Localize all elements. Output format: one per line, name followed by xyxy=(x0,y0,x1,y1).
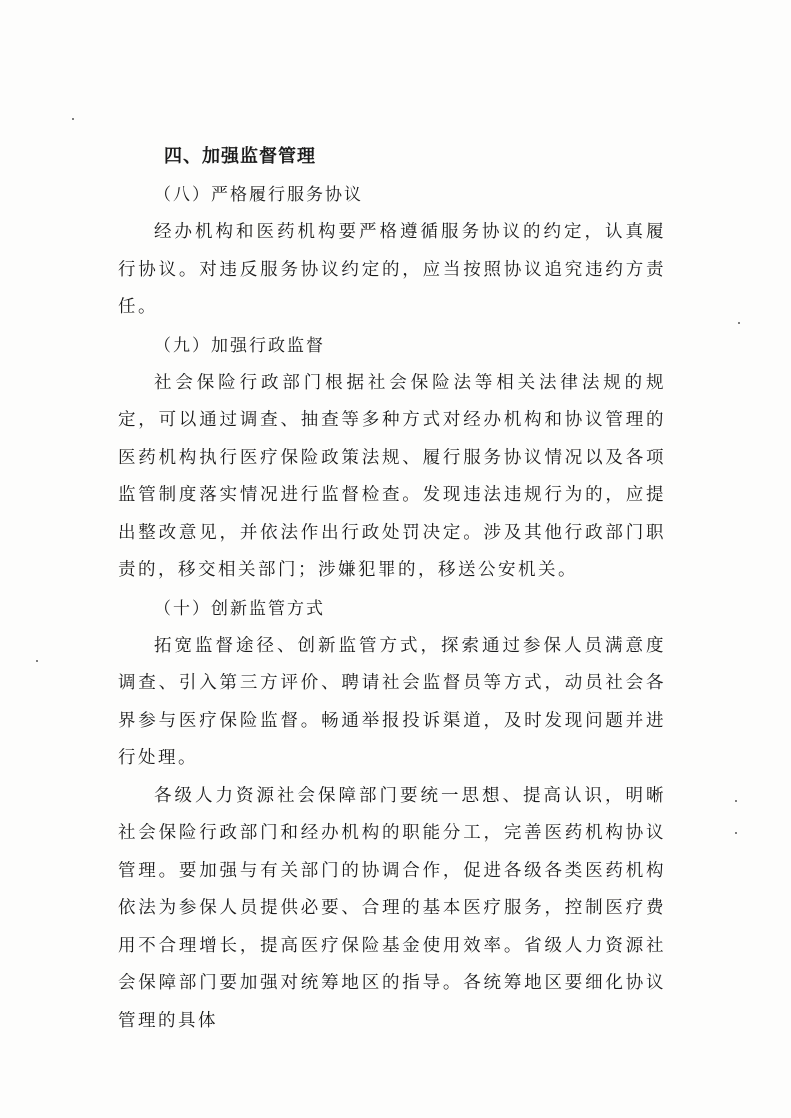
item-9 xyxy=(118,327,666,590)
item-paragraph: 拓宽监督途径、创新监管方式，探索通过参保人员满意度调查、引入第三方评价、聘请社会监督员等方式，动员社会各界参与医疗保险监督。畅通举报投诉渠道，及时发现问题并进行处理。 xyxy=(118,635,666,768)
scan-speck xyxy=(72,118,74,120)
item-8 xyxy=(118,176,666,327)
section-heading: 四、加强监督管理 xyxy=(164,146,316,167)
item-10 xyxy=(118,590,666,778)
scan-speck xyxy=(735,832,737,834)
scan-speck xyxy=(735,800,737,802)
document-body xyxy=(118,138,666,1040)
item-heading: （十）创新监管方式 xyxy=(154,598,325,619)
scan-speck xyxy=(36,660,38,662)
item-paragraph: 经办机构和医药机构要严格遵循服务协议的约定，认真履行协议。对违反服务协议约定的，应当按照协议追究违约方责任。 xyxy=(118,222,666,317)
closing-paragraph: 各级人力资源社会保障部门要统一思想、提高认识，明晰社会保险行政部门和经办机构的职能分工，完善医药机构协议管理。要加强与有关部门的协调合作，促进各级各类医药机构依法为参保人员提供必要、合理的基本医疗服务，控制医疗费用不合理增长，提高医疗保险基金使用效率。省级人力资源社会保障部门要加强对统筹地区的指导。各统筹地区要细化协议管理的具体 xyxy=(118,785,666,1031)
item-paragraph: 社会保险行政部门根据社会保险法等相关法律法规的规定，可以通过调查、抽查等多种方式对经办机构和协议管理的医药机构执行医疗保险政策法规、履行服务协议情况以及各项监管制度落实情况进行监督检查。发现违法违规行为的，应提出整改意见，并依法作出行政处罚决定。涉及其他行政部门职责的，移交相关部门；涉嫌犯罪的，移送公安机关。 xyxy=(118,372,666,580)
item-heading: （八）严格履行服务协议 xyxy=(154,185,363,205)
scan-speck xyxy=(738,322,740,324)
item-heading: （九）加强行政监督 xyxy=(154,335,325,356)
